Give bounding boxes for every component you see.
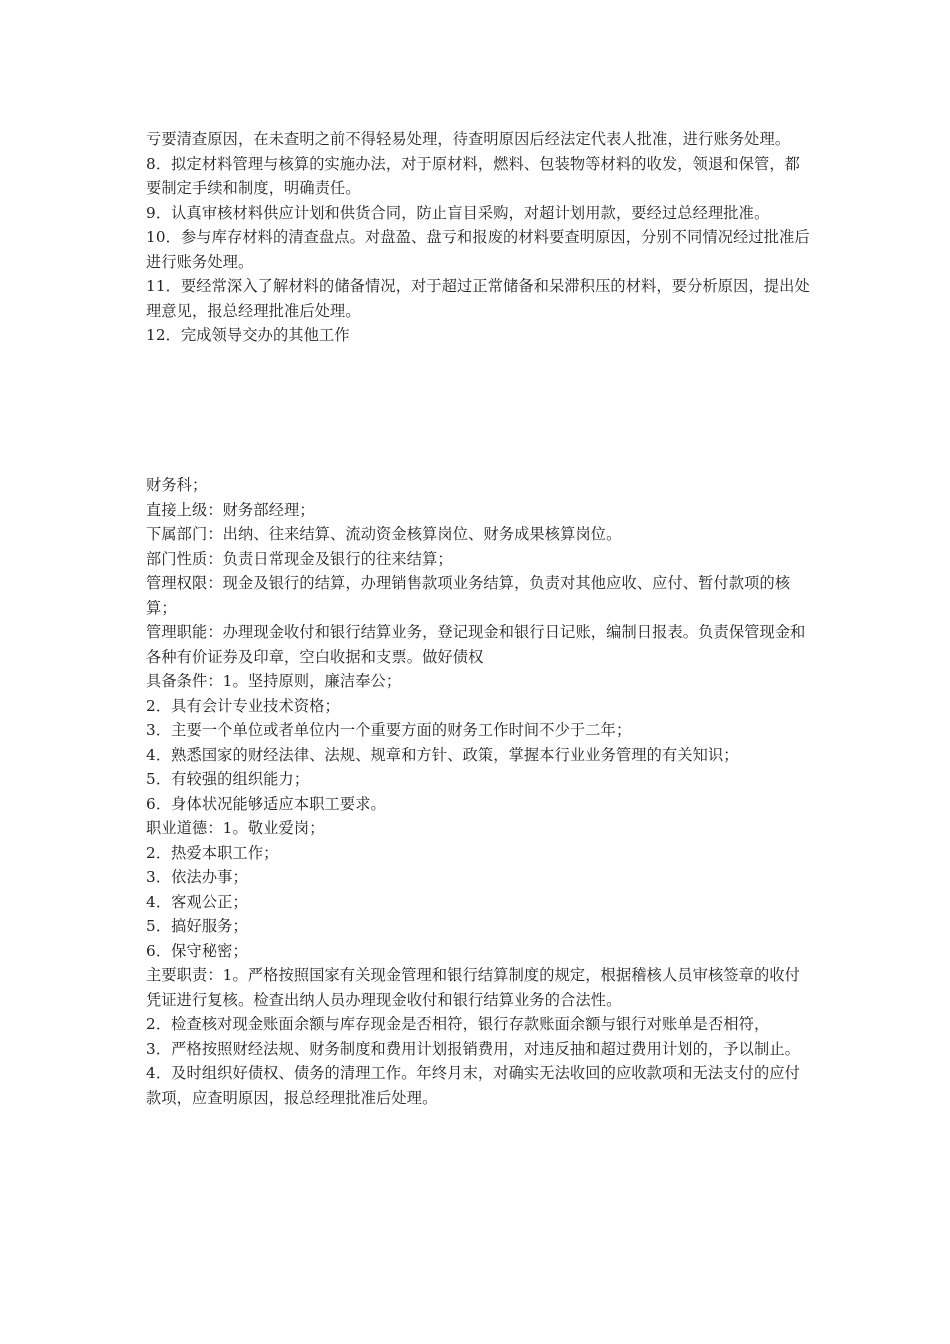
paragraph: 10．参与库存材料的清查盘点。对盘盈、盘亏和报废的材料要查明原因，分别不同情况经过批准后进行账务处理。 (146, 228, 810, 271)
paragraph: 12．完成领导交办的其他工作 (146, 326, 350, 344)
paragraph: 具备条件：1。坚持原则，廉洁奉公； (146, 672, 402, 690)
paragraph: 4．熟悉国家的财经法律、法规、规章和方针、政策，掌握本行业业务管理的有关知识； (146, 745, 739, 764)
paragraph: 下属部门：出纳、往来结算、流动资金核算岗位、财务成果核算岗位。 (146, 525, 622, 543)
material-duties-section (146, 127, 810, 348)
finance-department-section (146, 473, 810, 1110)
paragraph: 职业道德：1。敬业爱岗； (146, 819, 325, 837)
paragraph: 直接上级：财务部经理； (146, 500, 315, 519)
paragraph: 11．要经常深入了解材料的储备情况，对于超过正常储备和呆滞积压的材料，要分析原因，提出处理意见，报总经理批准后处理。 (146, 277, 810, 320)
paragraph: 部门性质：负责日常现金及银行的往来结算； (146, 549, 453, 568)
paragraph: 2．具有会计专业技术资格； (146, 696, 340, 715)
paragraph: 亏要清查原因，在未查明之前不得轻易处理，待查明原因后经法定代表人批准，进行账务处理。 (146, 130, 791, 148)
paragraph: 2．热爱本职工作； (146, 843, 279, 862)
paragraph: 9．认真审核材料供应计划和供货合同，防止盲目采购，对超计划用款，要经过总经理批准。 (146, 203, 770, 222)
paragraph: 3．主要一个单位或者单位内一个重要方面的财务工作时间不少于二年； (146, 721, 632, 739)
paragraph: 3．依法办事； (146, 868, 248, 886)
paragraph: 4．客观公正； (146, 892, 248, 911)
paragraph: 6．身体状况能够适应本职工要求。 (146, 794, 386, 813)
section-heading: 财务科； (146, 476, 208, 494)
paragraph: 主要职责：1。严格按照国家有关现金管理和银行结算制度的规定，根据稽核人员审核签章的收付凭证进行复核。检查出纳人员办理现金收付和银行结算业务的合法性。 (146, 966, 800, 1009)
paragraph: 3．严格按照财经法规、财务制度和费用计划报销费用，对违反抽和超过费用计划的，予以制止。 (146, 1039, 800, 1058)
paragraph: 管理权限：现金及银行的结算，办理销售款项业务结算，负责对其他应收、应付、暂付款项的核算； (146, 574, 791, 617)
paragraph: 4．及时组织好债权、债务的清理工作。年终月末，对确实无法收回的应收款项和无法支付的应付款项，应查明原因，报总经理批准后处理。 (146, 1064, 800, 1107)
paragraph: 5．搞好服务； (146, 917, 248, 935)
paragraph: 2．检查核对现金账面余额与库存现金是否相符，银行存款账面余额与银行对账单是否相符， (146, 1015, 770, 1033)
paragraph: 5．有较强的组织能力； (146, 770, 310, 788)
paragraph: 8．拟定材料管理与核算的实施办法，对于原材料，燃料、包装物等材料的收发，领退和保管，都要制定手续和制度，明确责任。 (146, 154, 800, 197)
paragraph: 管理职能：办理现金收付和银行结算业务，登记现金和银行日记账，编制日报表。负责保管现金和各种有价证券及印章，空白收据和支票。做好债权 (146, 623, 806, 666)
paragraph: 6．保守秘密； (146, 941, 248, 960)
